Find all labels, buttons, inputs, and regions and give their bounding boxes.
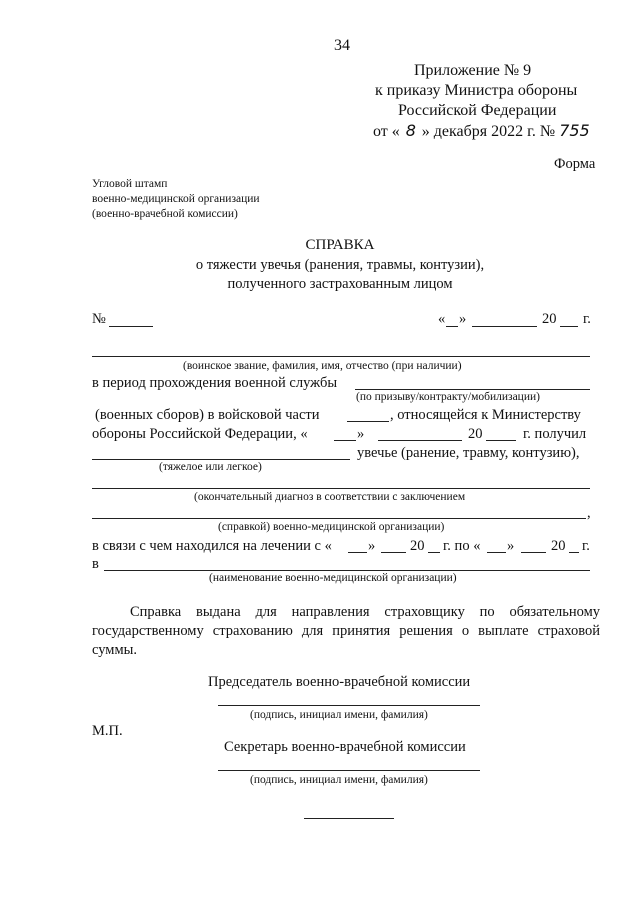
date-close-quote: » bbox=[459, 311, 467, 327]
treatment-to-month-line bbox=[521, 552, 546, 553]
severity-field-line bbox=[92, 459, 350, 460]
appendix-date-line bbox=[373, 122, 590, 140]
organization-field-line bbox=[104, 570, 590, 571]
seal-label: М.П. bbox=[92, 723, 123, 739]
in-label: в bbox=[92, 556, 99, 572]
date-prefix: от « bbox=[373, 123, 400, 140]
unit-text: (военных сборов) в войсковой части bbox=[95, 407, 320, 423]
injury-received: г. получил bbox=[523, 426, 587, 442]
treatment-text: в связи с чем находился на лечении с « bbox=[92, 538, 332, 554]
treatment-to-day-line bbox=[487, 552, 506, 553]
document-subtitle1: о тяжести увечья (ранения, травмы, контузии), bbox=[195, 257, 485, 273]
treatment-from-year: 20 bbox=[410, 538, 425, 554]
injury-year-prefix: 20 bbox=[468, 426, 483, 442]
treatment-from-close: » bbox=[368, 538, 376, 554]
injury-text: увечье (ранение, травму, контузию), bbox=[357, 445, 580, 461]
appendix-line3: Российской Федерации bbox=[398, 102, 557, 119]
treatment-to-suffix: г. bbox=[582, 538, 590, 554]
hint-name: (воинское звание, фамилия, имя, отчество (при наличии) bbox=[183, 360, 462, 372]
chairman-title: Председатель военно-врачебной комиссии bbox=[208, 674, 471, 690]
treatment-to-text: г. по « bbox=[443, 538, 481, 554]
date-year-line bbox=[560, 326, 578, 327]
diagnosis-field-line bbox=[92, 488, 590, 489]
service-period-label: в период прохождения военной службы bbox=[92, 375, 338, 391]
date-day-line bbox=[446, 326, 458, 327]
page-number: 34 bbox=[334, 37, 350, 54]
treatment-from-month-line bbox=[381, 552, 406, 553]
number-label: № bbox=[92, 311, 106, 327]
appendix-line2: к приказу Министра обороны bbox=[375, 82, 578, 99]
treatment-to-close: » bbox=[507, 538, 515, 554]
document-title: СПРАВКА bbox=[305, 237, 375, 253]
treatment-to-year: 20 bbox=[551, 538, 566, 554]
injury-year-line bbox=[486, 440, 516, 441]
hint-organization: (наименование военно-медицинской организации) bbox=[209, 572, 457, 584]
hint-service: (по призыву/контракту/мобилизации) bbox=[356, 391, 540, 403]
stamp-line1: Угловой штамп bbox=[92, 178, 168, 190]
hint-signature-chairman: (подпись, инициал имени, фамилия) bbox=[250, 709, 428, 721]
unit-text-tail: , относящейся к Министерству bbox=[390, 407, 581, 423]
treatment-to-year-line bbox=[569, 552, 579, 553]
secretary-title: Секретарь военно-врачебной комиссии bbox=[224, 739, 466, 755]
date-month-line bbox=[472, 326, 537, 327]
stamp-line3: (военно-врачебной комиссии) bbox=[92, 208, 238, 220]
date-open-quote: « bbox=[438, 311, 446, 327]
injury-month-line bbox=[378, 440, 462, 441]
appendix-line1: Приложение № 9 bbox=[414, 62, 532, 79]
injury-day-line bbox=[334, 440, 356, 441]
hint-diagnosis: (окончательный диагноз в соответствии с заключением bbox=[194, 491, 466, 503]
unit-number-line bbox=[347, 421, 389, 422]
injury-date-close: » bbox=[357, 426, 365, 442]
closing-line bbox=[304, 818, 394, 819]
treatment-from-year-line bbox=[428, 552, 440, 553]
name-field-line bbox=[92, 356, 590, 357]
hint-signature-secretary: (подпись, инициал имени, фамилия) bbox=[250, 774, 428, 786]
hint-certificate: (справкой) военно-медицинской организации) bbox=[218, 521, 445, 533]
treatment-from-day-line bbox=[348, 552, 367, 553]
form-label: Форма bbox=[554, 156, 596, 172]
date-year-suffix: г. bbox=[583, 311, 591, 327]
purpose-paragraph: Справка выдана для направления страховщику по обязательному государственному страхованию для принятия решения о выплате страховой суммы. bbox=[92, 604, 600, 658]
number-field-line bbox=[109, 326, 153, 327]
handwritten-day: 8 bbox=[405, 121, 416, 140]
stamp-line2: военно-медицинской организации bbox=[92, 193, 260, 205]
secretary-signature-line bbox=[218, 770, 480, 771]
service-type-line bbox=[355, 389, 590, 390]
hint-severity: (тяжелое или легкое) bbox=[159, 461, 262, 473]
date-year-prefix: 20 bbox=[542, 311, 557, 327]
chairman-signature-line bbox=[218, 705, 480, 706]
certificate-field-line bbox=[92, 518, 586, 519]
certificate-comma: , bbox=[587, 505, 591, 521]
handwritten-order-number: 755 bbox=[559, 121, 590, 140]
ministry-text: обороны Российской Федерации, « bbox=[92, 426, 308, 442]
date-mid: » декабря 2022 г. № bbox=[421, 123, 556, 140]
document-subtitle2: полученного застрахованным лицом bbox=[227, 276, 453, 292]
